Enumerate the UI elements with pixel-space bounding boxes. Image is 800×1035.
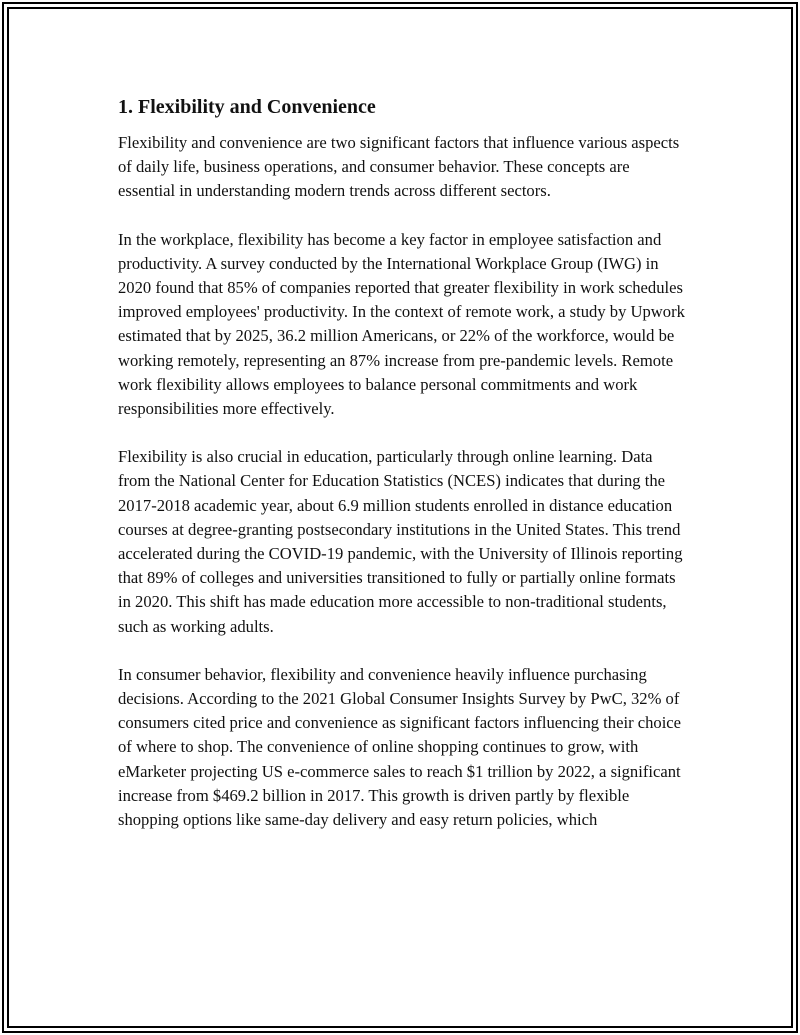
paragraph-education: Flexibility is also crucial in education, particularly through online learning. Data from the National Center for Education Statistics (NCES) indicates that during the 2017-2018 academic year, about 6.9 million students enrolled in distance education courses at degree-granting postsecondary institutions in the United States. This trend accelerated during the COVID-19 pandemic, with the University of Illinois reporting that 89% of colleges and universities transitioned to fully or partially online formats in 2020. This shift has made education more accessible to non-traditional students, such as working adults. [118,447,683,636]
document-body [118,93,688,856]
paragraph-intro: Flexibility and convenience are two significant factors that influence various aspects of daily life, business operations, and consumer behavior. These concepts are essential in understanding modern trends across different sectors. [118,133,680,201]
section-heading: 1. Flexibility and Convenience [118,96,376,118]
paragraph-workplace: In the workplace, flexibility has become a key factor in employee satisfaction and productivity. A survey conducted by the International Workplace Group (IWG) in 2020 found that 85% of companies reported that greater flexibility in work schedules improved employees' productivity. In the context of remote work, a study by Upwork estimated that by 2025, 36.2 million Americans, or 22% of the workforce, would be working remotely, representing an 87% increase from pre-pandemic levels. Remote work flexibility allows employees to balance personal commitments and work responsibilities more effectively. [118,229,685,419]
paragraph-consumer: In consumer behavior, flexibility and convenience heavily influence purchasing decisions. According to the 2021 Global Consumer Insights Survey by PwC, 32% of consumers cited price and convenience as significant factors influencing their choice of where to shop. The convenience of online shopping continues to grow, with eMarketer projecting US e-commerce sales to reach $1 trillion by 2022, a significant increase from $469.2 billion in 2017. This growth is driven partly by flexible shopping options like same-day delivery and easy return policies, which [118,664,682,830]
